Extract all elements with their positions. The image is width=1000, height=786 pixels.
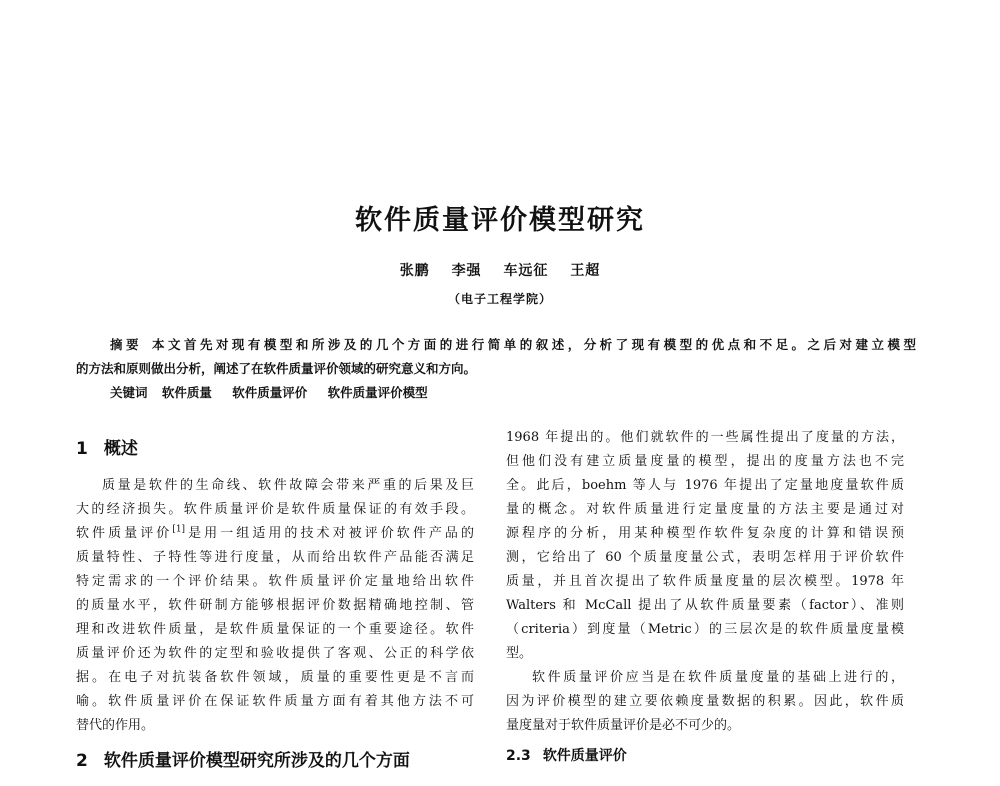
body-line: Walters 和 McCall 提出了从软件质量要素（factor）、准则 <box>506 598 904 613</box>
author-name: 车远征 <box>503 263 549 279</box>
body-line: 测，它给出了 60 个质量度量公式，表明怎样用于评价软件 <box>506 550 904 565</box>
abstract-label: 摘要 <box>110 337 142 352</box>
body-line: 源程序的分析，用某种模型作软件复杂度的计算和错误预 <box>506 526 904 541</box>
body-line: 全。此后，boehm 等人与 1976 年提出了定量地度量软件质 <box>506 478 904 493</box>
body-line: 大的经济损失。软件质量评价是软件质量保证的有效手段。 <box>76 502 474 517</box>
author-name: 王超 <box>570 263 601 279</box>
body-line: 质量评价还为软件的定型和验收提供了客观、公正的科学依 <box>76 646 474 661</box>
body-line: 特定需求的一个评价结果。软件质量评价定量地给出软件 <box>76 574 474 589</box>
body-line: 量度量对于软件质量评价是必不可少的。 <box>506 718 741 733</box>
body-line: 因为评价模型的建立要依赖度量数据的积累。因此，软件质 <box>506 694 904 709</box>
body-line: （criteria）到度量（Metric）的三层次是的软件质量度量模 <box>506 622 904 637</box>
subsection-title: 软件质量评价 <box>542 748 627 764</box>
author-list <box>0 260 1000 280</box>
abstract-text: 本文首先对现有模型和所涉及的几个方面的进行简单的叙述，分析了现有模型的优点和不足。之后对建立模型 <box>151 337 916 352</box>
author-name: 李强 <box>451 263 482 279</box>
body-line: 质量，并且首次提出了软件质量度量的层次模型。1978 年 <box>506 574 904 589</box>
body-line: 质量特性、子特性等进行度量，从而给出软件产品能否满足 <box>76 550 474 565</box>
section-title: 概述 <box>103 439 138 459</box>
body-line: 但他们没有建立质量度量的模型，提出的度量方法也不完 <box>506 454 904 469</box>
abstract-line <box>76 334 916 358</box>
body-line: 据。在电子对抗装备软件领域，质量的重要性更是不言而 <box>76 670 474 685</box>
abstract-block <box>76 334 916 404</box>
affiliation: （电子工程学院） <box>447 292 552 306</box>
subsection-2-3-heading <box>506 744 904 768</box>
subsection-number: 2.3 <box>506 748 531 764</box>
body-line: 量的概念。对软件质量进行定量度量的方法主要是通过对 <box>506 502 904 517</box>
abstract-line: 的方法和原则做出分析，阐述了在软件质量评价领域的研究意义和方向。 <box>76 361 477 376</box>
body-line: 替代的作用。 <box>76 718 155 733</box>
keyword: 软件质量评价模型 <box>327 385 428 400</box>
author-name: 张鹏 <box>399 263 430 279</box>
left-column <box>76 426 474 786</box>
section-2-heading <box>76 746 474 776</box>
section-1-heading <box>76 434 474 464</box>
section-title: 软件质量评价模型研究所涉及的几个方面 <box>103 751 410 771</box>
body-line: 1968 年提出的。他们就软件的一些属性提出了度量的方法， <box>506 430 904 445</box>
paper-title: 软件质量评价模型研究 <box>355 205 645 236</box>
keyword: 软件质量 <box>161 385 212 400</box>
body-text: 软件质量评价 <box>76 526 173 541</box>
section-number: 2 <box>76 751 88 771</box>
body-line: 喻。软件质量评价在保证软件质量方面有着其他方法不可 <box>76 694 474 709</box>
body-line: 理和改进软件质量，是软件质量保证的一个重要途径。软件 <box>76 622 474 637</box>
keywords-line <box>110 382 916 404</box>
body-line: 质量是软件的生命线、软件故障会带来严重的后果及巨 <box>102 478 474 493</box>
keyword: 软件质量评价 <box>232 385 308 400</box>
citation-ref: [1] <box>172 524 186 535</box>
body-line: 型。 <box>506 646 533 661</box>
body-line <box>76 522 474 546</box>
section-number: 1 <box>76 439 88 459</box>
body-line: 的质量水平，软件研制方能够根据评价数据精确地控制、管 <box>76 598 474 613</box>
body-text: 是用一组适用的技术对被评价软件产品的 <box>185 526 474 541</box>
right-column <box>506 426 904 768</box>
body-line: 软件质量评价应当是在软件质量度量的基础上进行的， <box>532 670 904 685</box>
keywords-label: 关键词 <box>110 385 148 400</box>
